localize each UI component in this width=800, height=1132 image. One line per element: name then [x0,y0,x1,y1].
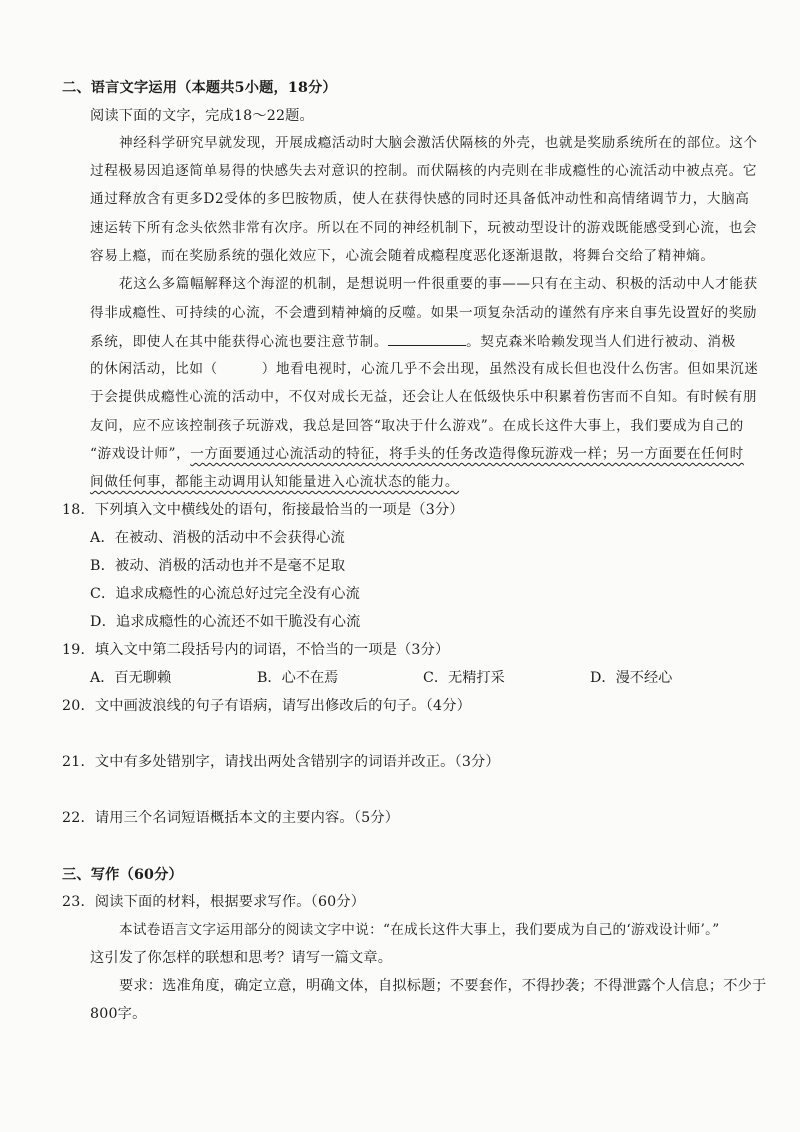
passage-line: 花这么多篇幅解释这个海涩的机制，是想说明一件很重要的事——只有在主动、积极的活动中人才能获 [119,276,758,292]
option-c: C．追求成瘾性的心流总好过完全没有心流 [90,586,361,602]
question-18: 18．下列填入文中横线处的语句，衔接最恰当的一项是（3分） [62,502,464,518]
passage-line: 神经科学研究早就发现，开展成瘾活动时大脑会激活伏隔核的外壳，也就是奖励系统所在的部位。这个 [119,135,758,151]
material-line: 这引发了你怎样的联想和思考？请写一篇文章。 [90,950,393,966]
option-b: B．被动、消极的活动也并不是毫不足取 [90,558,346,574]
material-line: 本试卷语言文字运用部分的阅读文字中说：“在成长这件大事上，我们要成为自己的‘游戏设计师’。” [119,922,720,938]
section2-heading: 二、语言文字运用（本题共5小题，18分） [62,80,337,96]
question-23: 23．阅读下面的材料，根据要求写作。（60分） [62,894,366,910]
section2-instruction: 阅读下面的文字，完成18～22题。 [90,108,314,124]
requirements-line: 800字。 [90,1006,147,1022]
passage-line: 通过释放含有更多D2受体的多巴胺物质，使人在获得快感的同时还具备低冲动性和高情绪调节力，大脑高 [90,191,750,207]
passage-text: 系统，即使人在其中能获得心流也要注意节制。 [90,334,389,350]
option-d: D．漫不经心 [590,670,673,686]
passage-line: 过程极易因追逐简单易得的快感失去对意识的控制。而伏隔核的内壳则在非成瘾性的心流活动中被点亮。它 [90,163,758,179]
passage-line: 得非成瘾性、可持续的心流，不会遭到精神熵的反噬。如果一项复杂活动的谨然有序来自事先设置好的奖励 [90,305,758,321]
question-20: 20．文中画波浪线的句子有语病，请写出修改后的句子。（4分） [62,698,472,714]
passage-text: 的休闲活动，比如（ [90,361,218,377]
passage-text: 。契克森米哈赖发现当人们进行被动、消极 [466,334,736,350]
section3-heading: 三、写作（60分） [62,867,183,883]
option-a: A．在被动、消极的活动中不会获得心流 [90,530,346,546]
option-a: A．百无聊赖 [90,670,172,686]
requirements-line: 要求：选准角度，确定立意，明确文体，自拟标题；不要套作，不得抄袭；不得泄露个人信息；不少于 [119,978,767,994]
option-d: D．追求成瘾性的心流还不如干脆没有心流 [90,614,361,630]
question-21: 21．文中有多处错别字，请找出两处含错别字的词语并改正。（3分） [62,754,500,770]
passage-line: 友问，应不应该控制孩子玩游戏，我总是回答“取决于什么游戏”。在成长这件大事上，我们要成为自己的 [90,418,744,434]
passage-line: 速运转下所有念头依然非常有次序。所以在不同的神经机制下，玩被动型设计的游戏既能感受到心流，也会 [90,220,758,236]
question-19: 19．填入文中第二段括号内的词语，不恰当的一项是（3分） [62,642,450,658]
passage-line: 于会提供成瘾性心流的活动中，不仅对成长无益，还会让人在低级快乐中积累着伤害而不自知。有时候有朋 [90,389,758,405]
wavy-underlined-sentence: 间做任何事，都能主动调用认知能量进入心流状态的能力。 [90,474,460,490]
wavy-underlined-sentence: 一方面要通过心流活动的特征，将手头的任务改造得像玩游戏一样；另一方面要在任何时 [190,446,744,462]
question-22: 22．请用三个名词短语概括本文的主要内容。（5分） [62,810,400,826]
passage-line [90,444,750,464]
passage-line [90,472,750,492]
passage-line [90,331,750,352]
passage-line: 容易上瘾，而在奖励系统的强化效应下，心流会随着成瘾程度恶化逐渐退散，将舞台交给了精神熵。 [90,248,715,264]
option-b: B．心不在焉 [257,670,339,686]
option-c: C．无精打采 [423,670,505,686]
passage-line [90,359,759,379]
fill-in-blank [388,331,466,346]
passage-text: “游戏设计师”， [90,446,191,462]
passage-text: ）地看电视时，心流几乎不会出现，虽然没有成长但也没什么伤害。但如果沉迷 [261,361,759,377]
